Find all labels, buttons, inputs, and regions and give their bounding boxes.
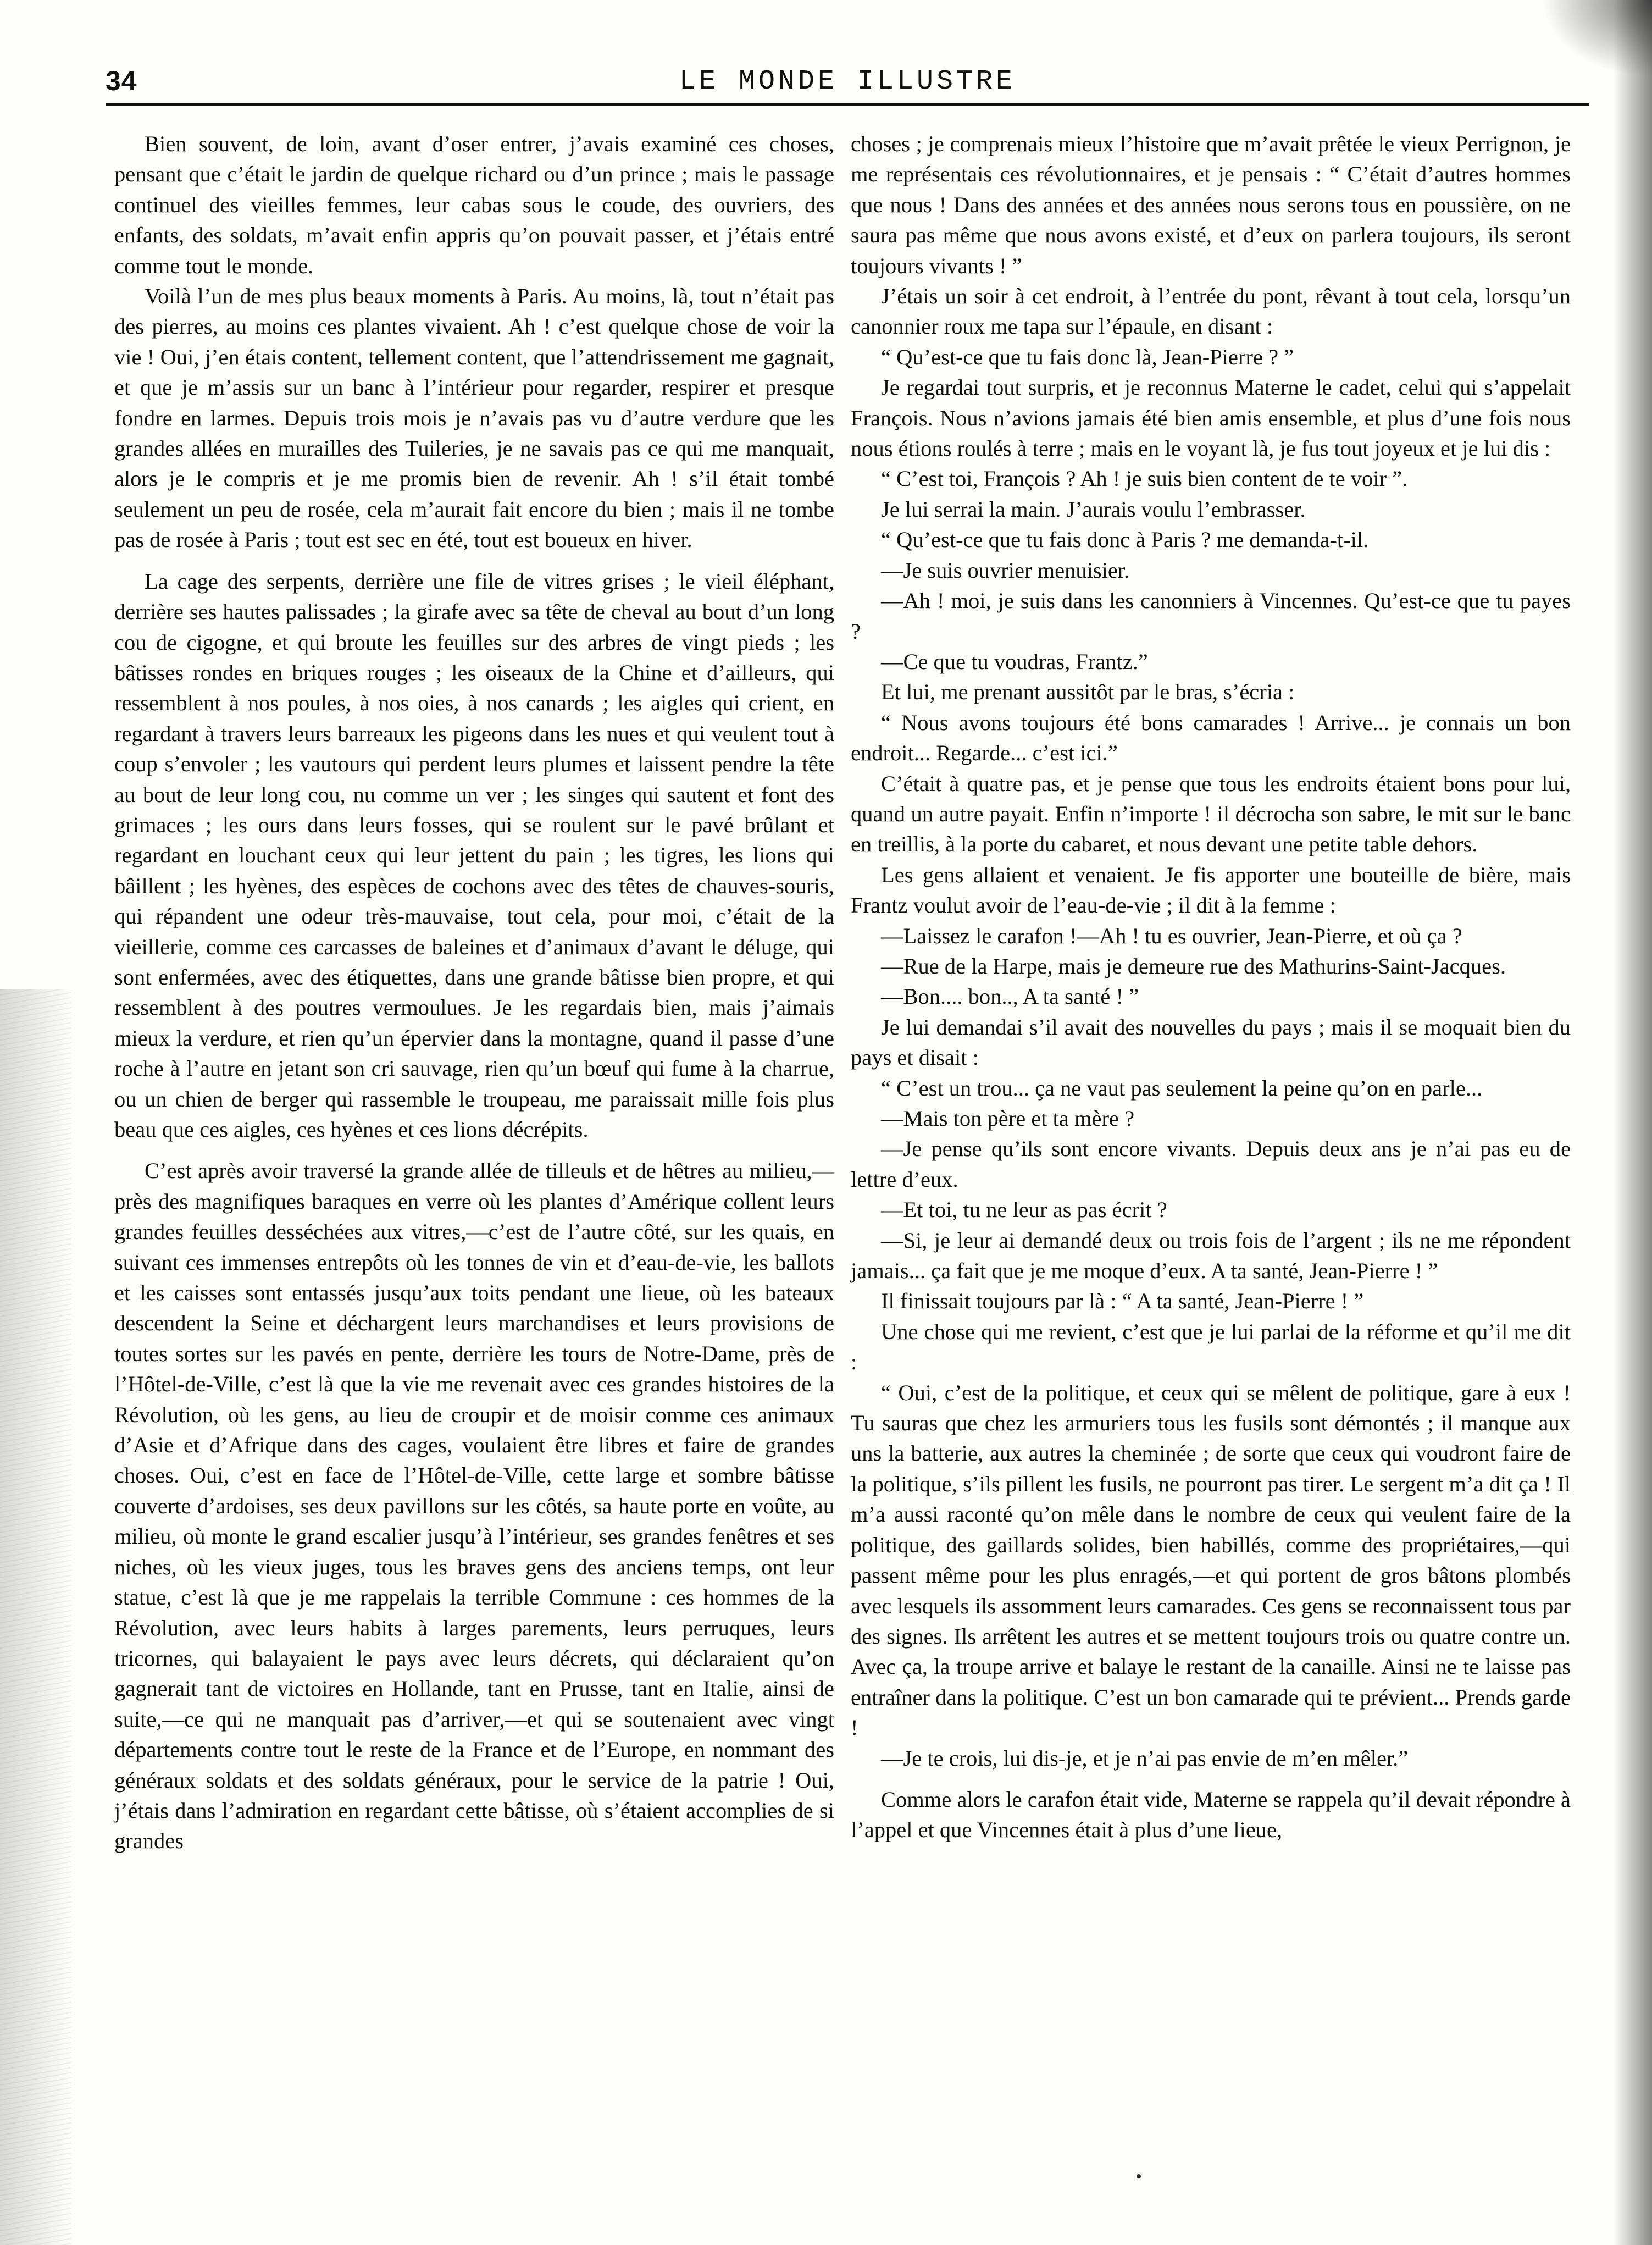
paragraph: Et lui, me prenant aussitôt par le bras, s’écria : <box>881 679 1295 705</box>
paragraph: —Mais ton père et ta mère ? <box>881 1106 1135 1131</box>
paragraph: —Si, je leur ai demandé deux ou trois fois de l’argent ; ils ne me répondent jamais... ça fait que je me moque d’eux. A ta santé, Jean-Pierre ! ” <box>851 1227 1571 1284</box>
paragraph: Je lui serrai la main. J’aurais voulu l’embrasser. <box>881 496 1306 522</box>
paragraph: “ Oui, c’est de la politique, et ceux qui se mêlent de politique, gare à eux ! Tu sauras que chez les armuriers tous les fusils sont démontés ; il manque aux uns la batterie, aux autres la cheminée ; de sorte que ceux qui voudront faire de la politique, s’ils pillent les fusils, ne pourront pas tirer. Le sergent m’a dit ça ! Il m’a aussi raconté qu’on mêle dans le nombre de ceux qui veulent faire de la politique, des gaillards solides, bien habillés, comme des propriétaires,—qui passent même pour les plus enragés,—et qui portent de gros bâtons plombés avec lesquels ils assomment leurs camarades. Ces gens se reconnaissent tous par des signes. Ils arrêtent les autres et se mettent toujours trois ou quatre contre un. Avec ça, la troupe arrive et balaye le restant de la canaille. Ainsi ne te laisse pas entraîner dans la politique. C’est un bon camarade qui te prévient... Prends garde ! <box>851 1380 1571 1740</box>
paragraph: “ Nous avons toujours été bons camarades ! Arrive... je connais un bon endroit... Regarde... c’est ici.” <box>851 710 1571 766</box>
paragraph: Je regardai tout surpris, et je reconnus Materne le cadet, celui qui s’appelait François. Nous n’avions jamais été bien amis ensemble, et plus d’une fois nous nous étions roulés à terre ; mais en le voyant là, je fus tout joyeux et je lui dis : <box>851 375 1571 461</box>
paragraph: —Je te crois, lui dis-je, et je n’ai pas envie de m’en mêler.” <box>881 1745 1409 1771</box>
paragraph: —Ah ! moi, je suis dans les canonniers à Vincennes. Qu’est-ce que tu payes ? <box>851 588 1571 644</box>
left-column <box>114 129 834 1856</box>
header-rule <box>106 103 1589 106</box>
paragraph: Il finissait toujours par là : “ A ta santé, Jean-Pierre ! ” <box>881 1289 1364 1314</box>
paragraph: Comme alors le carafon était vide, Materne se rappela qu’il devait répondre à l’appel et que Vincennes était à plus d’une lieue, <box>851 1787 1571 1843</box>
page-header <box>106 60 1589 104</box>
page-number: 34 <box>106 65 137 96</box>
paragraph: —Bon.... bon.., A ta santé ! ” <box>881 984 1139 1009</box>
paragraph: —Je suis ouvrier menuisier. <box>881 557 1130 583</box>
ink-speck <box>1137 2174 1141 2178</box>
page-edge-stain <box>0 989 71 2245</box>
paragraph: —Laissez le carafon !—Ah ! tu es ouvrier, Jean-Pierre, et où ça ? <box>881 923 1462 948</box>
paragraph: C’était à quatre pas, et je pense que tous les endroits étaient bons pour lui, quand un autre payait. Enfin n’importe ! il décrocha son sabre, le mit sur le banc en treillis, à la porte du cabaret, et nous devant une petite table dehors. <box>851 771 1571 857</box>
page-edge-shadow <box>1614 0 1652 2245</box>
paragraph: “ Qu’est-ce que tu fais donc à Paris ? me demanda-t-il. <box>881 527 1369 552</box>
paragraph: J’étais un soir à cet endroit, à l’entrée du pont, rêvant à tout cela, lorsqu’un canonnier roux me tapa sur l’épaule, en disant : <box>851 284 1571 339</box>
paragraph: Les gens allaient et venaient. Je fis apporter une bouteille de bière, mais Frantz voulut avoir de l’eau-de-vie ; il dit à la femme : <box>851 862 1571 918</box>
paragraph: Bien souvent, de loin, avant d’oser entrer, j’avais examiné ces choses, pensant que c’était le jardin de quelque richard ou d’un prince ; mais le passage continuel des vieilles femmes, leur cabas sous le coude, des ouvriers, des enfants, des soldats, m’avait enfin appris qu’on pouvait passer, et j’étais entré comme tout le monde. <box>114 131 834 278</box>
paragraph: —Ce que tu voudras, Frantz.” <box>881 649 1148 674</box>
running-title: LE MONDE ILLUSTRE <box>679 66 1016 97</box>
paragraph: choses ; je comprenais mieux l’histoire que m’avait prêtée le vieux Perrignon, je me représentais ces révolutionnaires, et je pensais : “ C’était d’autres hommes que nous ! Dans des années et des années nous serons tous en poussière, on ne saura pas même que nous avons existé, et d’eux on parlera toujours, ils seront toujours vivants ! ” <box>851 131 1571 278</box>
paragraph: Je lui demandai s’il avait des nouvelles du pays ; mais il se moquait bien du pays et disait : <box>851 1014 1571 1070</box>
paragraph: “ Qu’est-ce que tu fais donc là, Jean-Pierre ? ” <box>881 344 1294 369</box>
paragraph: C’est après avoir traversé la grande allée de tilleuls et de hêtres au milieu,—près des magnifiques baraques en verre où les plantes d’Amérique collent leurs grandes feuilles desséchées aux vitres,—c’est de l’autre côté, sur les quais, en suivant ces immenses entrepôts où les tonnes de vin et d’eau-de-vie, les ballots et les caisses sont entassés jusqu’aux toits pendant une lieue, où les bateaux descendent la Seine et déchargent leurs marchandises et leurs provisions de toutes sortes sur les pavés en pente, derrière les tours de Notre-Dame, près de l’Hôtel-de-Ville, c’est là que la vie me revenait avec ces grandes histoires de la Révolution, où les gens, au lieu de croupir et de moisir comme ces animaux d’Asie et d’Afrique dans des cages, voulaient être libres et faire de grandes choses. Oui, c’est en face de l’Hôtel-de-Ville, cette large et sombre bâtisse couverte d’ardoises, ses deux pavillons sur les côtés, sa haute porte en voûte, au milieu, où monte le grand escalier jusqu’à l’intérieur, ses grandes fenêtres et ses niches, où les vieux juges, tous les braves gens des anciens temps, ont leur statue, c’est là que je me rappelais la terrible Commune : ces hommes de la Révolution, avec leurs habits à larges parements, leurs perruques, leurs tricornes, qui balayaient le pays avec leurs décrets, qui déclaraient qu’on gagnerait tant de victoires en Hollande, tant en Prusse, tant en Italie, ainsi de suite,—ce qui ne manquait pas d’arriver,—et qui se soutenaient avec vingt départements contre tout le reste de la France et de l’Europe, en nommant des généraux soldats et des soldats généraux, pour le service de la patrie ! Oui, j’étais dans l’admiration en regardant cette bâtisse, où s’étaient accomplies de si grandes <box>114 1158 834 1854</box>
paragraph: La cage des serpents, derrière une file de vitres grises ; le vieil éléphant, derrière ses hautes palissades ; la girafe avec sa tête de cheval au bout d’un long cou de cigogne, et qui broute les feuilles sur des arbres de vingt pieds ; les bâtisses rondes en briques rouges ; les oiseaux de la Chine et d’ailleurs, qui ressemblent à nos poules, à nos oies, à nos canards ; les aigles qui crient, en regardant à travers leurs barreaux les pigeons dans les nues et qui veulent tout à coup s’envoler ; les vautours qui perdent leurs plumes et laissent pendre la tête au bout de leur long cou, nu comme un ver ; les singes qui sautent et font des grimaces ; les ours dans leurs fosses, qui se roulent sur le pavé brûlant et regardant en louchant ceux qui leur jettent du pain ; les tigres, les lions qui bâillent ; les hyènes, des espèces de cochons avec des têtes de chauves-souris, qui répandent une odeur très-mauvaise, tout cela, pour moi, c’était de la vieillerie, comme ces carcasses de baleines et d’animaux d’avant le déluge, qui sont enfermées, avec des étiquettes, dans une grande bâtisse bien propre, et qui ressemblent à des poutres vermoulues. Je les regardais bien, mais j’aimais mieux la verdure, et rien qu’un épervier dans la montagne, quand il passe d’une roche à l’autre en jetant son cri sauvage, rien qu’un bœuf qui fume à la charrue, ou un chien de berger qui rassemble le troupeau, me paraissait mille fois plus beau que ces aigles, ces hyènes et ces lions décrépits. <box>114 568 834 1142</box>
paragraph: “ C’est un trou... ça ne vaut pas seulement la peine qu’on en parle... <box>881 1075 1483 1101</box>
paragraph: —Rue de la Harpe, mais je demeure rue des Mathurins-Saint-Jacques. <box>881 953 1506 978</box>
paragraph: Voilà l’un de mes plus beaux moments à Paris. Au moins, là, tout n’était pas des pierres, au moins ces plantes vivaient. Ah ! c’est quelque chose de voir la vie ! Oui, j’en étais content, tellement content, que l’attendrissement me gagnait, et que je m’assis sur un banc à l’intérieur pour regarder, respirer et presque fondre en larmes. Depuis trois mois je n’avais pas vu d’autre verdure que les grandes allées en murailles des Tuileries, je ne savais pas ce qui me manquait, alors je le compris et je me promis bien de revenir. Ah ! s’il était tombé seulement un peu de rosée, cela m’aurait fait encore du bien ; mais il ne tombe pas de rosée à Paris ; tout est sec en été, tout est boueux en hiver. <box>114 284 834 552</box>
paragraph: Une chose qui me revient, c’est que je lui parlai de la réforme et qu’il me dit : <box>851 1319 1571 1375</box>
right-column <box>851 129 1571 1845</box>
paragraph: —Et toi, tu ne leur as pas écrit ? <box>881 1197 1167 1223</box>
paragraph: “ C’est toi, François ? Ah ! je suis bien content de te voir ”. <box>881 466 1408 491</box>
paragraph: —Je pense qu’ils sont encore vivants. Depuis deux ans je n’ai pas eu de lettre d’eux. <box>851 1136 1571 1192</box>
